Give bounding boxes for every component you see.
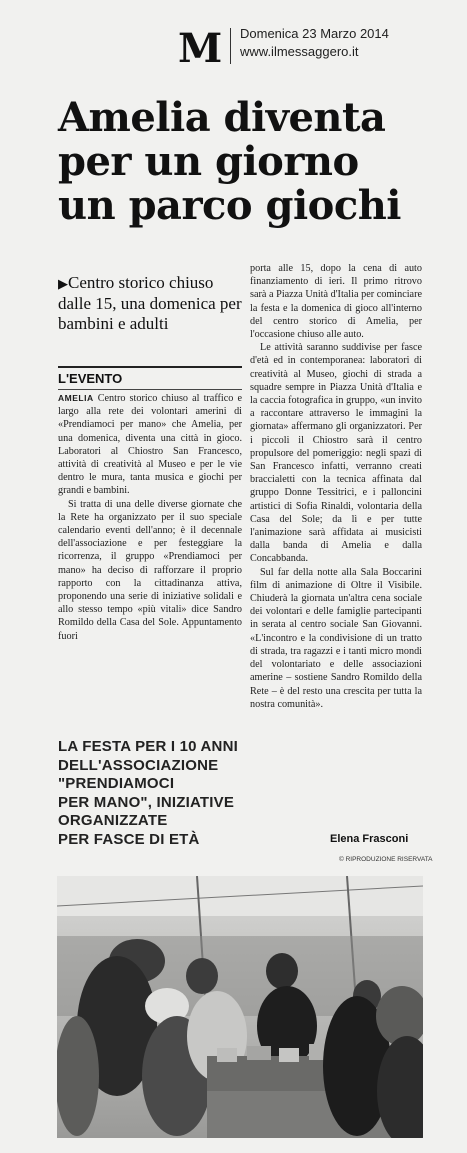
pull-quote [58,738,248,850]
article-paragraph: Le attività saranno suddivise per fasce d'età ed in contemporanea: laboratori di creatività al Museo, giochi di strada a squadre sempre in Piazza Unità d'Italia e la caccia fotografica in gruppo, «un invito a raccontare attraverso le immagini la giornata» affermano gli organizzatori. Per i piccoli il Chiostro sarà il centro propulsore del pomeriggio: negli spazi di San Francesco infatti, verranno creati braccialetti con la tecnica affinata dal gruppo Donne Tessitrici, e i palloncini artistici di Sofia Rinaldi, volontaria della Casa del Sole; da lì e per tutte l'animazione sarà affidata ai musicisti dalla banda di Amelia e dalla Concabbanda. [250,342,422,565]
section-label: L'EVENTO [58,371,123,386]
publication-date: Domenica 23 Marzo 2014 [240,26,389,41]
pull-quote-line: PER MANO", INIZIATIVE [58,793,235,811]
byline: Elena Frasconi [330,833,409,845]
dateline: AMELIA [58,393,94,403]
article-paragraph: Sul far della notte alla Sala Boccarini film di animazione di Oltre il Visibile. Chiuderà la giornata un'altra cena sociale dei volontari e delle famiglie partecipanti in serata al centro sociale San Giovanni. «L'incontro e la condivisione di un tratto di strada, tra ragazzi e i tanti micro mondi del volontariato e delle associazioni amerine – sostiene Sandro Romildo della Rete – è del resto una crescita per tutta la nostra comunità». [250,566,422,710]
headline [58,96,418,228]
headline-line: Amelia diventa [58,94,386,141]
masthead-divider [230,28,231,64]
article-column-2 [250,262,422,711]
pull-quote-line: ORGANIZZATE [58,812,168,830]
pull-quote-line: DELL'ASSOCIAZIONE [58,756,219,774]
section-rule [58,366,242,368]
article-paragraph: porta alle 15, dopo la cena di auto finanziamento di ieri. Il primo ritrovo sarà a Piazza Unità d'Italia per cominciare la festa e la domenica di gioco all'interno del centro storico di Amelia, per l'occasione chiuso alle auto. [250,263,422,341]
headline-line: un parco giochi [58,182,401,229]
subheadline-text: Centro storico chiuso dalle 15, una domenica per bambini e adulti [58,273,242,333]
section-rule [58,389,242,390]
pull-quote-line: LA FESTA PER I 10 ANNI [58,738,238,755]
subheadline [58,273,243,334]
newspaper-logo: M [178,25,223,72]
pull-quote-line: PER FASCE DI ETÀ [58,830,200,848]
copyright-notice: © RIPRODUZIONE RISERVATA [339,856,433,863]
pull-quote-line: "PRENDIAMOCI [58,775,175,793]
headline-line: per un giorno [58,138,359,185]
triangle-icon: ▶ [58,276,68,291]
article-paragraph: Si tratta di una delle diverse giornate che la Rete ha organizzato per il suo speciale calendario eventi dell'anno; è il decennale dell'associazione e per festeggiare la ricorrenza, il gruppo «Prendiamoci per mano» ha deciso di rafforzare il proprio rapporto con la cittadinanza attiva, proponendo una serie di iniziative solidali e allo stesso tempo «più vitali» dice Sandro Romildo della Casa del Sole. Appuntamento fuori [58,498,242,642]
photo-illustration [57,876,423,1138]
article-column-1 [58,392,242,643]
website-url: www.ilmessaggero.it [240,44,359,59]
event-photo [57,876,423,1138]
article-paragraph: AMELIA Centro storico chiuso al traffico e largo alla rete dei volontari amerini di «Prendiamoci per mano» che Amelia, per una domenica, diventa una città in gioco. Laboratori al Chiostro San Francesco, attività di creatività al Museo e per le vie dentro le mura, tanta musica e giochi per grandi e bambini. [58,393,243,497]
